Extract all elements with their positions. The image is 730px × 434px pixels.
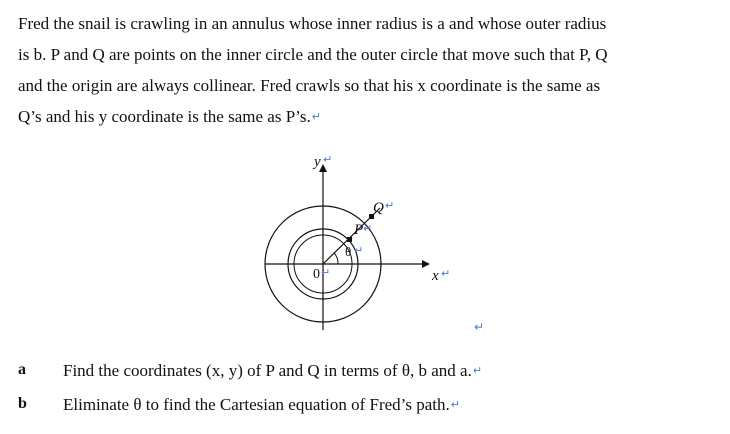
angle-arc [334,253,338,264]
angle-label: θ [345,244,352,259]
question-b-text: Eliminate θ to find the Cartesian equation of Fred’s path. [63,395,450,414]
point-p-return-icon: ↵ [363,222,373,235]
y-axis-return-icon: ↵ [323,153,333,166]
x-axis-return-icon: ↵ [441,267,451,280]
x-axis-label: x [432,268,439,284]
question-b-letter: b [18,395,27,412]
y-axis-label: y [314,154,321,170]
problem-line-1-text: Fred the snail is crawling in an annulus whose inner radius is a and whose outer radius [18,14,607,33]
question-b-return-icon: ↵ [450,398,460,411]
point-p-marker [347,237,352,242]
angle-return-icon: ↵ [354,244,364,257]
point-p-label: P [354,222,364,238]
question-a-return-icon: ↵ [472,364,483,377]
question-a-text: Find the coordinates (x, y) of P and Q in terms of θ, b and a. [63,361,472,380]
problem-line-4-text: Q’s and his y coordinate is the same as P’s. [18,107,311,126]
question-b-content [63,395,460,415]
paragraph-return-icon: ↵ [474,320,485,334]
question-a-letter: a [18,361,26,378]
point-q-label: Q [373,200,384,216]
origin-return-icon: ↵ [321,266,331,279]
problem-line-2-text: is b. P and Q are points on the inner circle and the outer circle that move such that P, Q [18,45,608,64]
question-a-content [63,361,482,381]
origin-label: 0 [313,267,320,282]
point-q-return-icon: ↵ [385,199,395,212]
problem-line-3-text: and the origin are always collinear. Fred crawls so that his x coordinate is the same as [18,76,601,95]
return-mark-icon: ↵ [311,110,321,123]
